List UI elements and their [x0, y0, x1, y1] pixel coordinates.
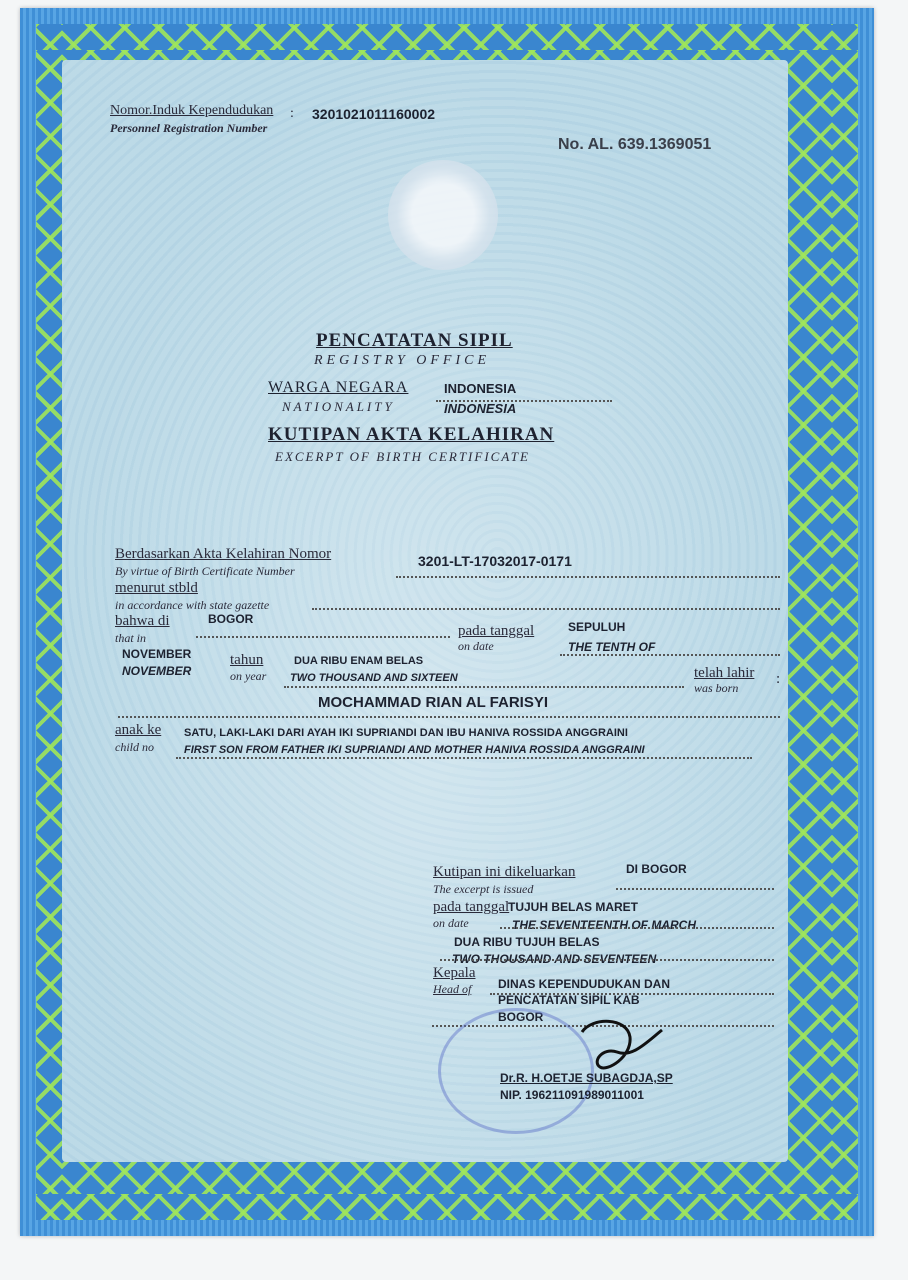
nationality-label-en: NATIONALITY — [282, 399, 395, 414]
nationality-value: INDONESIA — [444, 381, 517, 396]
birth-year-label-en: on year — [230, 669, 267, 683]
child-order-value-en: FIRST SON FROM FATHER IKI SUPRIANDI AND MOTHER HANIVA ROSSIDA ANGGRAINI — [184, 744, 645, 756]
birth-date-label: pada tanggal — [458, 623, 535, 639]
official-nip: NIP. 196211091989011001 — [500, 1088, 644, 1102]
place-label: bahwa di — [115, 613, 170, 629]
document-title: KUTIPAN AKTA KELAHIRAN — [268, 424, 555, 445]
nationality-value-en: INDONESIA — [444, 401, 517, 416]
document-title-en: EXCERPT OF BIRTH CERTIFICATE — [275, 449, 530, 464]
child-order-label: anak ke — [115, 722, 162, 738]
issued-value: DI BOGOR — [626, 862, 687, 876]
issued-label-en: The excerpt is issued — [433, 882, 534, 896]
head-value-line1: DINAS KEPENDUDUKAN DAN — [498, 977, 671, 991]
head-label-en: Head of — [433, 982, 472, 996]
nik-label-en: Personnel Registration Number — [110, 121, 268, 135]
head-label: Kepala — [433, 965, 476, 981]
birth-month-value-en: NOVEMBER — [122, 664, 192, 678]
issue-date-label-en: on date — [433, 916, 469, 930]
issue-date-value: TUJUH BELAS MARET — [508, 900, 639, 914]
stbld-label-en: in accordance with state gazette — [115, 598, 270, 612]
child-order-value: SATU, LAKI-LAKI DARI AYAH IKI SUPRIANDI DAN IBU HANIVA ROSSIDA ANGGRAINI — [184, 727, 628, 739]
birth-year-value: DUA RIBU ENAM BELAS — [294, 655, 424, 667]
born-label: telah lahir — [694, 665, 755, 681]
cert-number-label: Berdasarkan Akta Kelahiran Nomor — [115, 546, 332, 562]
place-label-en: that in — [115, 631, 147, 645]
issue-year-value: DUA RIBU TUJUH BELAS — [454, 935, 600, 949]
nik-label: Nomor.Induk Kependudukan — [110, 103, 274, 118]
birth-year-label: tahun — [230, 652, 264, 668]
stbld-label: menurut stbld — [115, 580, 198, 596]
cert-number-value: 3201-LT-17032017-0171 — [418, 553, 572, 569]
born-label-en: was born — [694, 681, 739, 695]
issued-label: Kutipan ini dikeluarkan — [433, 864, 576, 880]
issue-year-value-en: TWO THOUSAND AND SEVENTEEN — [452, 952, 657, 966]
document-number: No. AL. 639.1369051 — [558, 136, 712, 153]
nationality-label: WARGA NEGARA — [268, 379, 409, 396]
birth-date-label-en: on date — [458, 639, 494, 653]
issue-date-label: pada tanggal — [433, 899, 510, 915]
office-title-en: REGISTRY OFFICE — [314, 353, 491, 368]
child-order-label-en: child no — [115, 740, 154, 754]
birth-date-value: SEPULUH — [568, 620, 626, 634]
head-value-line3: BOGOR — [498, 1010, 544, 1024]
child-name: MOCHAMMAD RIAN AL FARISYI — [318, 694, 548, 711]
birth-month-value: NOVEMBER — [122, 647, 192, 661]
born-colon: : — [776, 671, 781, 687]
birth-year-value-en: TWO THOUSAND AND SIXTEEN — [290, 672, 458, 684]
official-name: Dr.R. H.OETJE SUBAGDJA,SP — [500, 1071, 673, 1085]
issue-date-value-en: THE SEVENTEENTH OF MARCH — [512, 918, 697, 932]
office-title: PENCATATAN SIPIL — [316, 330, 513, 351]
head-value-line2: PENCATATAN SIPIL KAB — [498, 993, 640, 1007]
cert-number-label-en: By virtue of Birth Certificate Number — [115, 564, 295, 578]
garuda-seal-icon — [388, 160, 498, 270]
place-value: BOGOR — [208, 612, 254, 626]
nik-value: 3201021011160002 — [312, 106, 436, 122]
birth-date-value-en: THE TENTH OF — [568, 640, 656, 654]
nik-colon: : — [290, 106, 294, 121]
